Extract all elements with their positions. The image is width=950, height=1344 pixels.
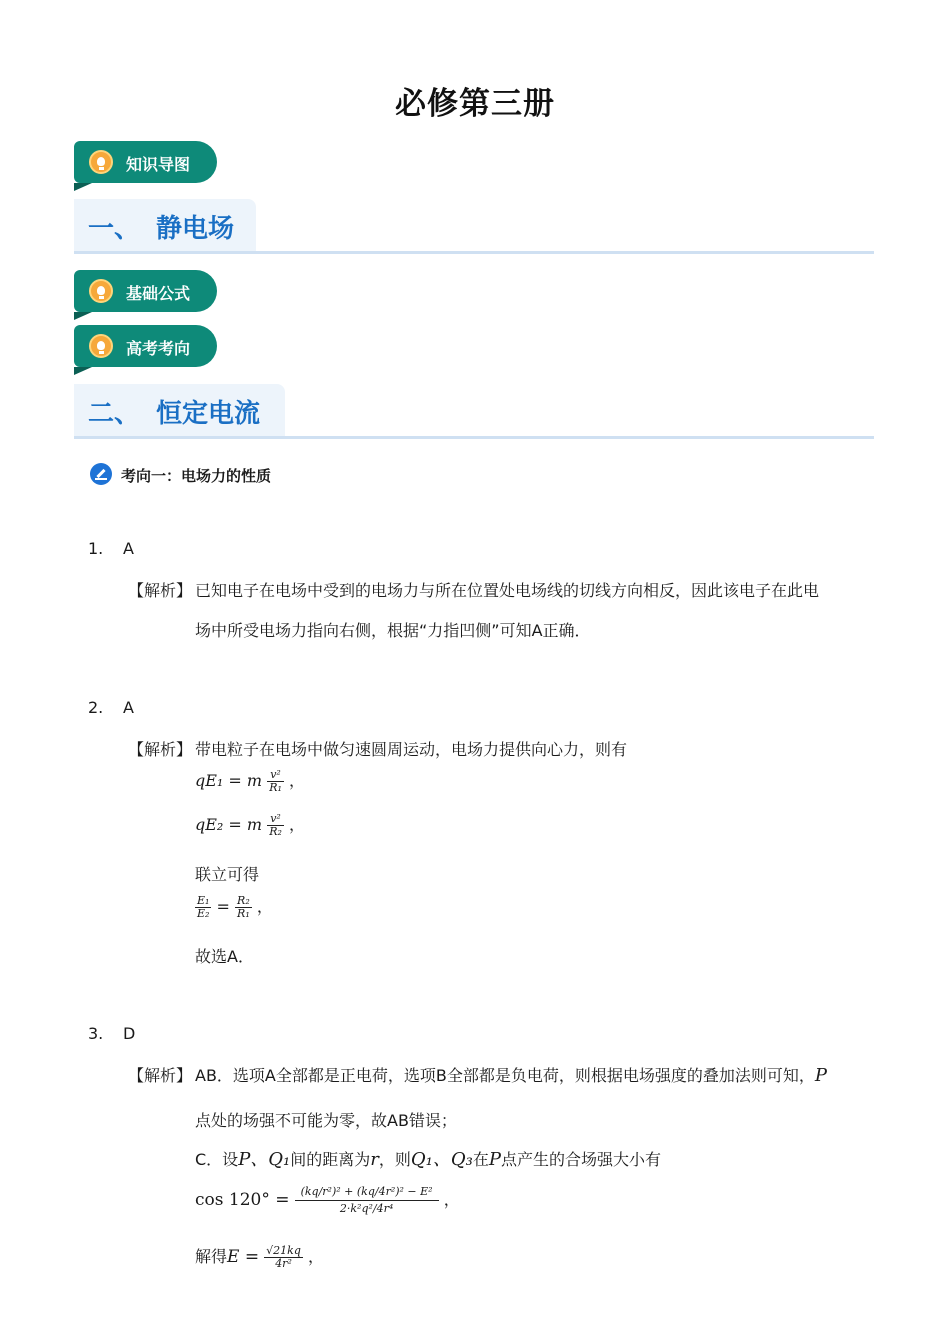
equation: qE₂ = m $\frac{\text{v²}}{\text{R₂}}$ ， <box>195 812 305 838</box>
analysis-label: 【解析】 <box>128 740 193 759</box>
pencil-icon <box>90 463 112 485</box>
section-heading-1 <box>74 199 874 254</box>
analysis-text: 带电粒子在电场中做匀速圆周运动，电场力提供向心力，则有 <box>195 740 628 759</box>
question-answer: A <box>123 539 134 558</box>
analysis-text: AB．选项A全部都是正电荷，选项B全部都是负电荷，则根据电场强度的叠加法则可知，P <box>195 1065 827 1086</box>
equation-lhs: cos 120° = <box>195 1190 290 1210</box>
analysis-label: 【解析】 <box>128 581 193 600</box>
equation: cos 120° = $\frac{\text{(kq/r²)² + (kq/4r²)² − E²}}{\text{2·k²q²/4r⁴}}$ ， <box>195 1185 460 1215</box>
equation: $\frac{\text{E₁}}{\text{E₂}}$ = $\frac{\text{R₂}}{\text{R₁}}$ ， <box>197 894 273 920</box>
question-number: 1. <box>88 539 104 558</box>
fraction: $\frac{\text{R₂}}{\text{R₁}}$ <box>237 894 250 920</box>
fraction: $\frac{\text{(kq/r²)² + (kq/4r²)² − E²}}{\text{2·k²q²/4r⁴}}$ <box>295 1184 439 1217</box>
section-title: 恒定电流 <box>156 399 261 429</box>
fraction: $\frac{\text{v²}}{\text{R₁}}$ <box>269 768 282 794</box>
lightbulb-icon <box>89 279 113 303</box>
analysis-text: 已知电子在电场中受到的电场力与所在位置处电场线的切线方向相反，因此该电子在此电 <box>195 581 820 600</box>
analysis-text: C．设P、Q₁间的距离为r，则Q₁、Q₃在P点产生的合场强大小有 <box>195 1149 662 1170</box>
analysis-text: 点处的场强不可能为零，故AB错误； <box>195 1111 457 1130</box>
analysis-text: 联立可得 <box>195 865 260 884</box>
page-title: 必修第三册 <box>395 86 555 122</box>
fraction: $\frac{√21kq}{\text{4r²}}$ <box>266 1244 301 1270</box>
analysis-text: 故选A． <box>195 947 254 966</box>
subheading-text: 考向一：电场力的性质 <box>121 467 272 485</box>
basic-formula-text: 基础公式 <box>126 284 191 303</box>
lightbulb-icon <box>89 334 113 358</box>
exam-direction-label <box>74 325 217 367</box>
equation: qE₁ = m $\frac{\text{v²}}{\text{R₁}}$ ， <box>195 768 305 794</box>
analysis-label: 【解析】 <box>128 1066 193 1085</box>
question-number: 2. <box>88 698 104 717</box>
mind-map-text: 知识导图 <box>126 155 191 174</box>
equation: 解得E = $\frac{√21kq}{\text{4r²}}$ ， <box>195 1244 324 1270</box>
section-number: 二、 <box>88 399 141 429</box>
section-heading-2 <box>74 384 874 439</box>
lightbulb-icon <box>89 150 113 174</box>
section-number: 一、 <box>88 214 141 244</box>
question-answer: D <box>123 1024 136 1043</box>
fraction: $\frac{\text{E₁}}{\text{E₂}}$ <box>197 894 210 920</box>
question-answer: A <box>123 698 134 717</box>
mind-map-label <box>74 141 217 183</box>
question-number: 3. <box>88 1024 104 1043</box>
equation-lhs: qE₂ = m <box>195 815 263 834</box>
exam-direction-text: 高考考向 <box>126 339 191 358</box>
section-title: 静电场 <box>156 214 235 244</box>
analysis-text: 场中所受电场力指向右侧，根据“力指凹侧”可知A正确． <box>195 621 591 640</box>
basic-formula-label <box>74 270 217 312</box>
equation-lhs: qE₁ = m <box>195 771 263 790</box>
fraction: $\frac{\text{v²}}{\text{R₂}}$ <box>269 812 282 838</box>
